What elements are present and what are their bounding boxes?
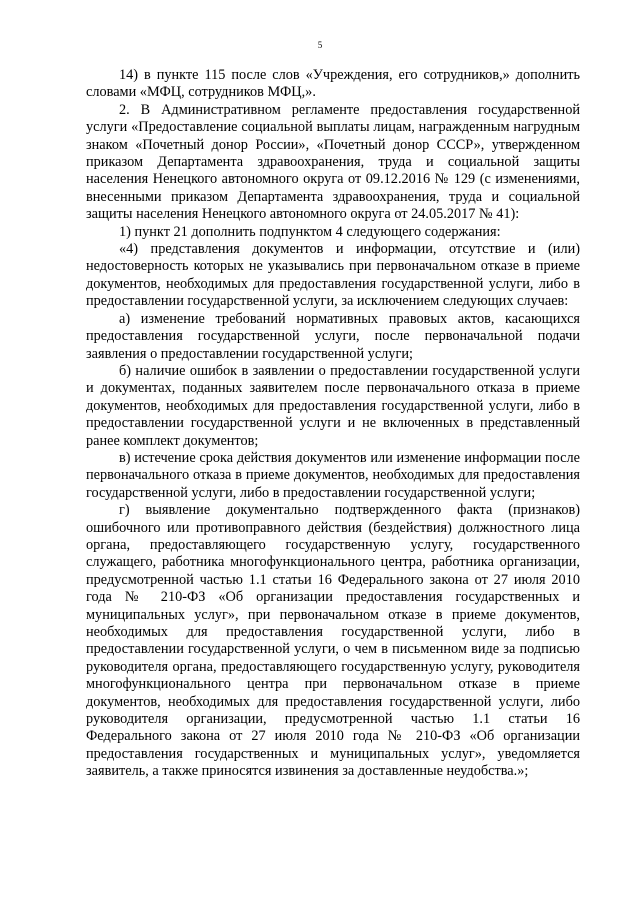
document-body — [86, 67, 580, 781]
paragraph-case-g: г) выявление документально подтвержденного факта (признаков) ошибочного или противоправного действия (бездействия) должностного лица органа, предоставляющего государственную услугу, государственного служащего, работника многофункционального центра, работника организации, предусмотренной частью 1.1 статьи 16 Федерального закона от 27 июля 2010 года № 210-ФЗ «Об организации предоставления государственных и муниципальных услуг», при первоначальном отказе в приеме документов, необходимых для предоставления государственной услуги, либо в предоставлении государственной услуги, о чем в письменном виде за подписью руководителя органа, предоставляющего государственную услугу, руководителя многофункционального центра при первоначальном отказе в приеме документов, необходимых для предоставления государственной услуги, либо руководителя организации, предусмотренной частью 1.1 статьи 16 Федерального закона от 27 июля 2010 года № 210-ФЗ «Об организации предоставления государственных и муниципальных услуг», уведомляется заявитель, а также приносятся извинения за доставленные неудобства.»; — [86, 502, 580, 780]
paragraph-section-2: 2. В Административном регламенте предоставления государственной услуги «Предоставление социальной выплаты лицам, награжденным нагрудным знаком «Почетный донор России», «Почетный донор СССР», утвержденном приказом Департамента здравоохранения, труда и социальной защиты населения Ненецкого автономного округа от 09.12.2016 № 129 (с изменениями, внесенными приказом Департамента здравоохранения, труда и социальной защиты населения Ненецкого автономного округа от 24.05.2017 № 41): — [86, 101, 580, 223]
paragraph-case-b: б) наличие ошибок в заявлении о предоставлении государственной услуги и документах, поданных заявителем после первоначального отказа в приеме документов, необходимых для предоставления государственной услуги, либо в предоставлении государственной услуги и не включенных в представленный ранее комплект документов; — [86, 362, 580, 449]
paragraph-case-a: а) изменение требований нормативных правовых актов, касающихся предоставления государственной услуги, после первоначальной подачи заявления о предоставлении государственной услуги; — [86, 310, 580, 362]
paragraph-case-v: в) истечение срока действия документов или изменение информации после первоначального отказа в приеме документов, необходимых для предоставления государственной услуги, либо в предоставлении государственной услуги; — [86, 449, 580, 501]
paragraph-item-1: 1) пункт 21 дополнить подпунктом 4 следующего содержания: — [119, 223, 501, 240]
paragraph-subitem-4: «4) представления документов и информации, отсутствие и (или) недостоверность которых не указывались при первоначальном отказе в приеме документов, необходимых для предоставления государственной услуги, либо в предоставлении государственной услуги, за исключением следующих случаев: — [86, 241, 580, 310]
page-number: 5 — [317, 40, 323, 50]
paragraph-item-14: 14) в пункте 115 после слов «Учреждения, его сотрудников,» дополнить словами «МФЦ, сотрудников МФЦ,». — [86, 67, 580, 101]
